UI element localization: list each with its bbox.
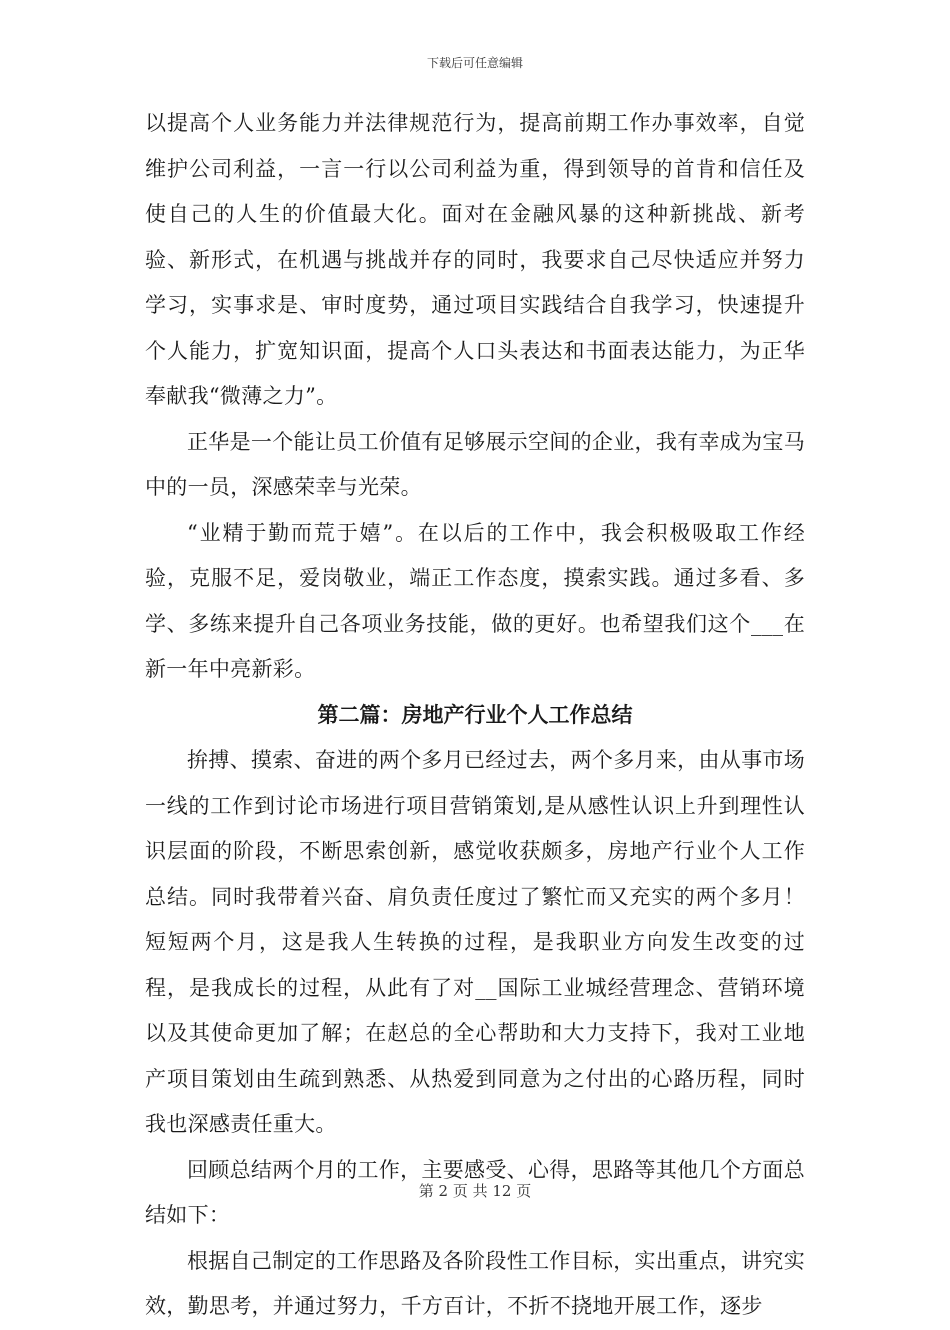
paragraph-3: “业精于勤而荒于嬉”。在以后的工作中，我会积极吸取工作经验，克服不足，爱岗敬业，端正工作态度，摸索实践。通过多看、多学、多练来提升自己各项业务技能，做的更好。也希望我们这个___在新一年中亮新彩。 [145, 520, 805, 681]
paragraph-5: 回顾总结两个月的工作，主要感受、心得，思路等其他几个方面总结如下： [145, 1157, 805, 1227]
paragraph-6: 根据自己制定的工作思路及各阶段性工作目标，实出重点，讲究实效，勤思考，并通过努力，千方百计，不折不挠地开展工作，逐步 [145, 1248, 805, 1318]
page-header: 下载后可任意编辑 [426, 56, 523, 70]
section-title: 第二篇：房地产行业个人工作总结 [317, 702, 633, 727]
document-body [145, 101, 805, 1330]
paragraph-1: 以提高个人业务能力并法律规范行为，提高前期工作办事效率，自觉维护公司利益，一言一行以公司利益为重，得到领导的首肯和信任及使自己的人生的价值最大化。面对在金融风暴的这种新挑战、新考验、新形式，在机遇与挑战并存的同时，我要求自己尽快适应并努力学习，实事求是、审时度势，通过项目实践结合自我学习，快速提升个人能力，扩宽知识面，提高个人口头表达和书面表达能力，为正华奉献我“微薄之力”。 [145, 111, 805, 408]
paragraph-2: 正华是一个能让员工价值有足够展示空间的企业，我有幸成为宝马中的一员，深感荣幸与光荣。 [145, 429, 805, 499]
paragraph-4: 拚搏、摸索、奋进的两个多月已经过去，两个多月来，由从事市场一线的工作到讨论市场进行项目营销策划,是从感性认识上升到理性认识层面的阶段，不断思索创新，感觉收获颇多，房地产行业个人工作总结。同时我带着兴奋、肩负责任度过了繁忙而又充实的两个多月！短短两个月，这是我人生转换的过程，是我职业方向发生改变的过程，是我成长的过程，从此有了对__国际工业城经营理念、营销环境以及其使命更加了解；在赵总的全心帮助和大力支持下，我对工业地产项目策划由生疏到熟悉、从热爱到同意为之付出的心路历程，同时我也深感责任重大。 [145, 748, 805, 1136]
page-footer: 第 2 页 共 12 页 [418, 1182, 532, 1200]
